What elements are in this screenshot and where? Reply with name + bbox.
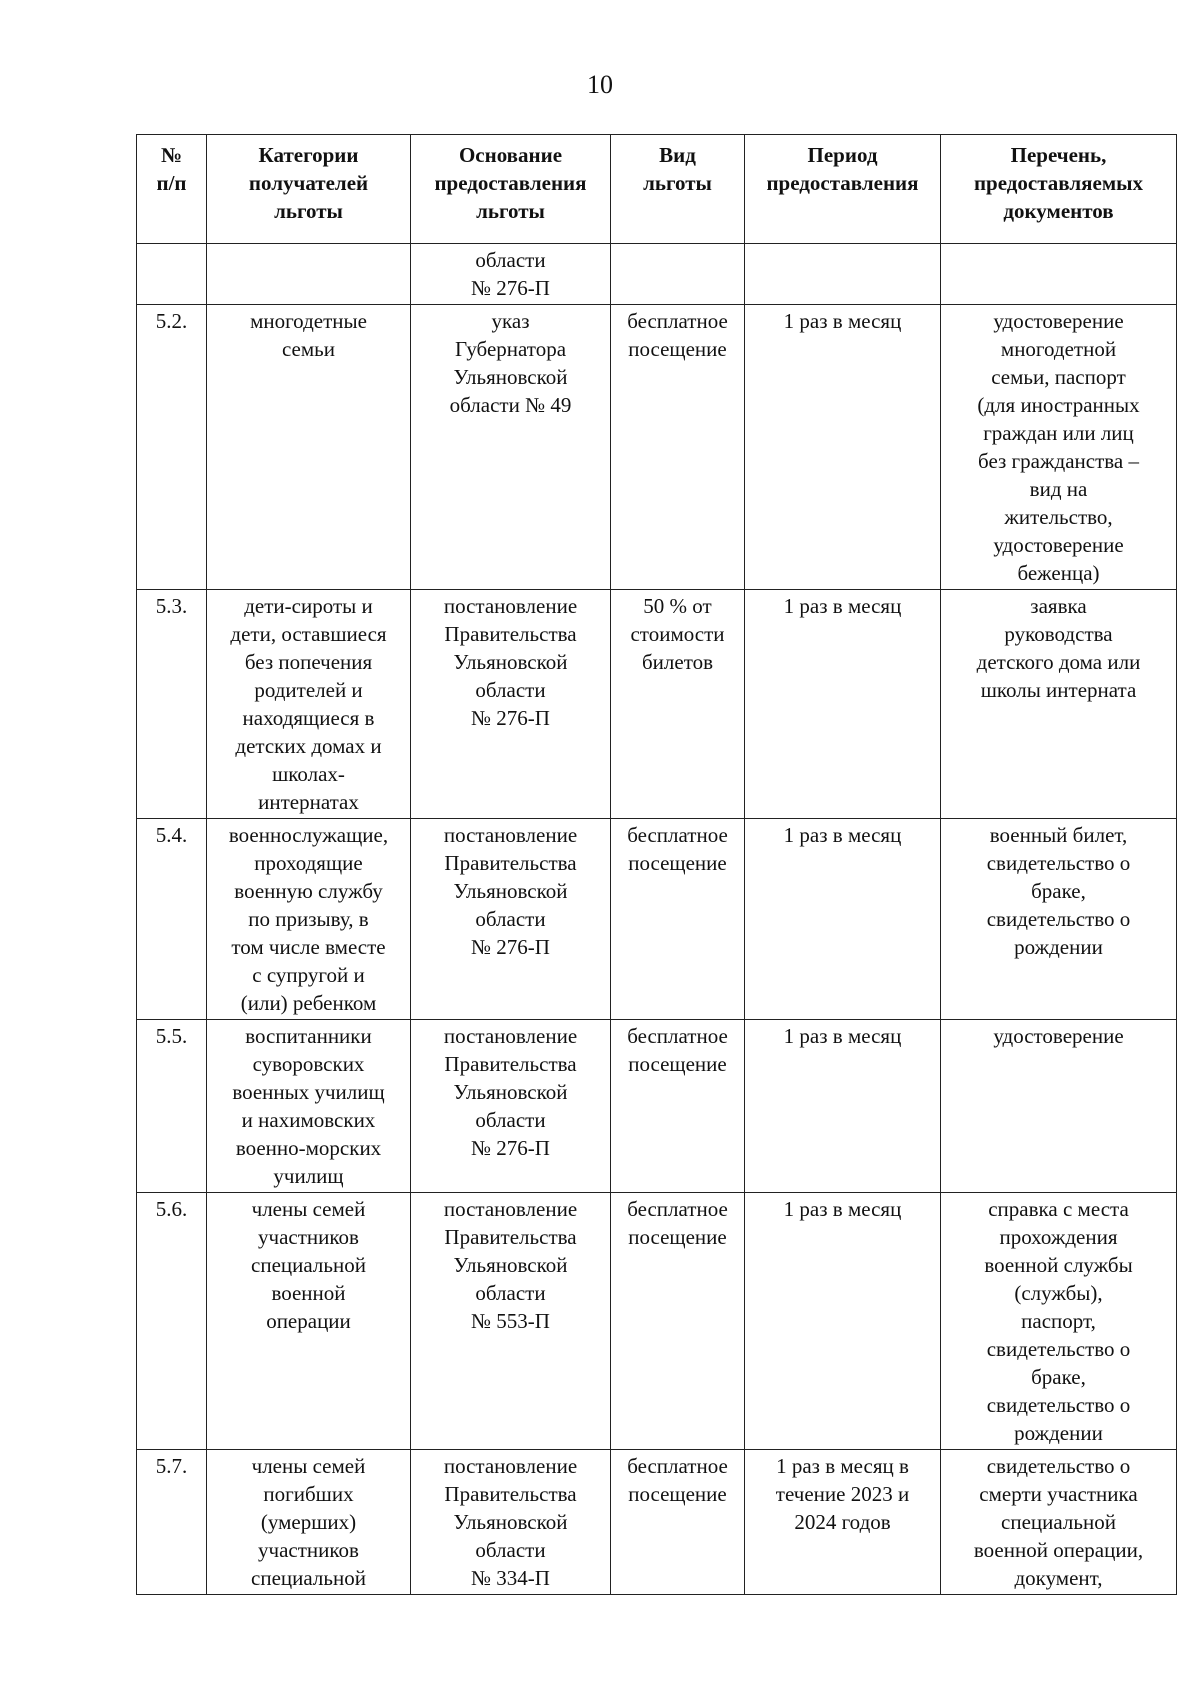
cell-line: 5.5. <box>155 1024 188 1048</box>
cell-line: Период <box>807 143 878 167</box>
cell-line: бесплатное <box>627 309 728 333</box>
cell-line: области <box>475 1281 546 1305</box>
cell-line: находящиеся в <box>242 706 375 730</box>
table-row <box>137 1020 1177 1193</box>
cell-line: 5.6. <box>155 1197 188 1221</box>
cell-line: свидетельство о <box>986 907 1131 931</box>
cell-line: № <box>160 143 183 167</box>
cell-line: (службы), <box>1014 1281 1103 1305</box>
cell-line: свидетельство о <box>986 1337 1131 1361</box>
cell-line: удостоверение <box>993 1024 1124 1048</box>
cell-line: удостоверение <box>993 533 1124 557</box>
cell-line: с супругой и <box>252 963 365 987</box>
header-period <box>745 135 941 244</box>
cell-line: Правительства <box>444 851 577 875</box>
cell-line: постановление <box>443 594 578 618</box>
cell-period <box>745 305 941 590</box>
table-row <box>137 305 1177 590</box>
benefits-table <box>136 134 1177 1595</box>
cell-type <box>611 244 745 305</box>
cell-line: (или) ребенком <box>240 991 377 1015</box>
cell-line: № 276-П <box>471 706 550 730</box>
cell-num <box>137 305 207 590</box>
cell-line: том числе вместе <box>231 935 386 959</box>
cell-line: 5.7. <box>155 1454 188 1478</box>
cell-line: специальной <box>251 1566 366 1590</box>
cell-line: школы интерната <box>980 678 1137 702</box>
cell-num <box>137 1450 207 1595</box>
cell-line: Губернатора <box>454 337 567 361</box>
cell-line: льготы <box>274 199 343 223</box>
cell-line: свидетельство о <box>986 851 1131 875</box>
cell-line: области № 49 <box>449 393 572 417</box>
table-header-row <box>137 135 1177 244</box>
cell-line: участников <box>258 1538 359 1562</box>
cell-line: жительство, <box>1004 505 1113 529</box>
cell-line: родителей и <box>254 678 363 702</box>
cell-line: области <box>475 907 546 931</box>
cell-line: участников <box>258 1225 359 1249</box>
cell-line: посещение <box>628 851 727 875</box>
cell-documents <box>941 1193 1177 1450</box>
cell-line: течение 2023 и <box>775 1482 910 1506</box>
table-row <box>137 1450 1177 1595</box>
cell-line: справка с места <box>988 1197 1129 1221</box>
cell-num <box>137 244 207 305</box>
cell-line: заявка <box>1030 594 1087 618</box>
cell-line: 5.3. <box>155 594 188 618</box>
header-documents <box>941 135 1177 244</box>
cell-category <box>207 819 411 1020</box>
cell-line: рождении <box>1014 1421 1103 1445</box>
cell-line: предоставляемых <box>973 171 1144 195</box>
cell-line: 1 раз в месяц <box>783 1024 902 1048</box>
cell-line: льготы <box>476 199 545 223</box>
cell-line: дети-сироты и <box>244 594 373 618</box>
cell-line: 5.2. <box>155 309 188 333</box>
cell-line: специальной <box>251 1253 366 1277</box>
cell-line: льготы <box>643 171 712 195</box>
cell-line: бесплатное <box>627 1454 728 1478</box>
cell-line: паспорт, <box>1021 1309 1096 1333</box>
cell-basis <box>411 1193 611 1450</box>
cell-period <box>745 819 941 1020</box>
cell-line: постановление <box>443 1024 578 1048</box>
cell-line: Ульяновской <box>453 1510 568 1534</box>
cell-line: указ <box>491 309 530 333</box>
header-num <box>137 135 207 244</box>
cell-line: № 276-П <box>471 276 550 300</box>
cell-type <box>611 305 745 590</box>
table-row <box>137 244 1177 305</box>
cell-line: бесплатное <box>627 1024 728 1048</box>
cell-line: военных училищ <box>232 1080 385 1104</box>
cell-line: без гражданства – <box>978 449 1139 473</box>
cell-line: Основание <box>458 143 563 167</box>
cell-documents <box>941 590 1177 819</box>
cell-line: постановление <box>443 1197 578 1221</box>
cell-period <box>745 1193 941 1450</box>
cell-basis <box>411 1020 611 1193</box>
cell-line: и нахимовских <box>241 1108 376 1132</box>
header-category <box>207 135 411 244</box>
cell-basis <box>411 244 611 305</box>
cell-line: предоставления <box>766 171 919 195</box>
cell-line: браке, <box>1031 879 1086 903</box>
cell-type <box>611 1193 745 1450</box>
cell-line: члены семей <box>251 1197 366 1221</box>
cell-basis <box>411 819 611 1020</box>
cell-line: многодетные <box>250 309 367 333</box>
cell-basis <box>411 590 611 819</box>
cell-period <box>745 590 941 819</box>
cell-line: 1 раз в месяц в <box>776 1454 909 1478</box>
cell-line: дети, оставшиеся <box>230 622 387 646</box>
cell-line: предоставления <box>434 171 587 195</box>
cell-line: (умерших) <box>260 1510 357 1534</box>
cell-category <box>207 1450 411 1595</box>
cell-line: члены семей <box>251 1454 366 1478</box>
cell-basis <box>411 305 611 590</box>
cell-type <box>611 1450 745 1595</box>
cell-line: Правительства <box>444 622 577 646</box>
cell-period <box>745 1020 941 1193</box>
cell-line: воспитанники <box>245 1024 372 1048</box>
cell-line: военной службы <box>984 1253 1133 1277</box>
cell-line: посещение <box>628 1225 727 1249</box>
cell-line: № 276-П <box>471 1136 550 1160</box>
cell-line: браке, <box>1031 1365 1086 1389</box>
cell-num <box>137 819 207 1020</box>
cell-line: 1 раз в месяц <box>783 594 902 618</box>
cell-line: военной <box>271 1281 346 1305</box>
cell-documents <box>941 1450 1177 1595</box>
cell-line: военной операции, <box>973 1538 1144 1562</box>
cell-line: посещение <box>628 1052 727 1076</box>
cell-line: 5.4. <box>155 823 188 847</box>
cell-line: области <box>475 248 546 272</box>
cell-line: проходящие <box>254 851 363 875</box>
cell-line: постановление <box>443 823 578 847</box>
page-number: 10 <box>587 70 613 99</box>
cell-line: посещение <box>628 1482 727 1506</box>
cell-line: билетов <box>641 650 714 674</box>
cell-line: Ульяновской <box>453 1080 568 1104</box>
cell-line: Правительства <box>444 1482 577 1506</box>
cell-line: беженца) <box>1017 561 1100 585</box>
cell-documents <box>941 244 1177 305</box>
cell-line: (для иностранных <box>977 393 1140 417</box>
cell-line: бесплатное <box>627 1197 728 1221</box>
cell-line: области <box>475 678 546 702</box>
cell-line: школах- <box>272 762 345 786</box>
table-row <box>137 819 1177 1020</box>
cell-line: вид на <box>1029 477 1088 501</box>
cell-line: документ, <box>1014 1566 1103 1590</box>
cell-line: постановление <box>443 1454 578 1478</box>
cell-category <box>207 590 411 819</box>
cell-line: удостоверение <box>993 309 1124 333</box>
cell-line: 2024 годов <box>794 1510 891 1534</box>
cell-num <box>137 1020 207 1193</box>
cell-period <box>745 244 941 305</box>
cell-line: Категории <box>258 143 359 167</box>
cell-type <box>611 1020 745 1193</box>
cell-line: специальной <box>1001 1510 1116 1534</box>
cell-line: Правительства <box>444 1225 577 1249</box>
cell-basis <box>411 1450 611 1595</box>
cell-line: детского дома или <box>976 650 1141 674</box>
table-row <box>137 590 1177 819</box>
cell-line: № 334-П <box>471 1566 550 1590</box>
cell-line: детских домах и <box>235 734 382 758</box>
cell-line: военно-морских <box>235 1136 382 1160</box>
cell-line: военный билет, <box>989 823 1128 847</box>
cell-line: свидетельство о <box>986 1393 1131 1417</box>
cell-documents <box>941 1020 1177 1193</box>
cell-line: области <box>475 1108 546 1132</box>
cell-line: интернатах <box>258 790 359 814</box>
cell-line: Ульяновской <box>453 365 568 389</box>
cell-line: Правительства <box>444 1052 577 1076</box>
cell-line: прохождения <box>999 1225 1118 1249</box>
cell-line: погибших <box>263 1482 354 1506</box>
cell-line: училищ <box>273 1164 344 1188</box>
header-basis <box>411 135 611 244</box>
cell-line: 1 раз в месяц <box>783 309 902 333</box>
cell-num <box>137 590 207 819</box>
cell-category <box>207 1193 411 1450</box>
cell-line: граждан или лиц <box>983 421 1134 445</box>
cell-line: стоимости <box>630 622 725 646</box>
cell-line: операции <box>266 1309 351 1333</box>
cell-type <box>611 819 745 1020</box>
cell-line: Вид <box>659 143 696 167</box>
cell-line: п/п <box>156 171 187 195</box>
cell-line: Ульяновской <box>453 650 568 674</box>
table-row <box>137 1193 1177 1450</box>
cell-category <box>207 244 411 305</box>
cell-line: получателей <box>248 171 369 195</box>
cell-line: военную службу <box>234 879 383 903</box>
cell-line: семьи <box>281 337 335 361</box>
cell-documents <box>941 819 1177 1020</box>
cell-line: свидетельство о <box>986 1454 1131 1478</box>
cell-line: Ульяновской <box>453 1253 568 1277</box>
cell-category <box>207 305 411 590</box>
cell-line: военнослужащие, <box>228 823 389 847</box>
cell-line: 50 % от <box>643 594 712 618</box>
cell-period <box>745 1450 941 1595</box>
cell-line: Ульяновской <box>453 879 568 903</box>
cell-documents <box>941 305 1177 590</box>
header-type <box>611 135 745 244</box>
cell-line: 1 раз в месяц <box>783 1197 902 1221</box>
cell-line: смерти участника <box>979 1482 1138 1506</box>
cell-line: № 553-П <box>471 1309 550 1333</box>
cell-line: области <box>475 1538 546 1562</box>
cell-line: № 276-П <box>471 935 550 959</box>
cell-line: суворовских <box>252 1052 365 1076</box>
cell-line: без попечения <box>244 650 373 674</box>
table-body <box>137 244 1177 1595</box>
cell-line: бесплатное <box>627 823 728 847</box>
cell-line: многодетной <box>1000 337 1117 361</box>
cell-line: документов <box>1003 199 1114 223</box>
cell-line: семьи, паспорт <box>991 365 1126 389</box>
cell-line: рождении <box>1014 935 1103 959</box>
cell-line: руководства <box>1004 622 1113 646</box>
cell-num <box>137 1193 207 1450</box>
cell-type <box>611 590 745 819</box>
cell-line: 1 раз в месяц <box>783 823 902 847</box>
cell-line: по призыву, в <box>248 907 369 931</box>
cell-line: Перечень, <box>1010 143 1107 167</box>
cell-category <box>207 1020 411 1193</box>
cell-line: посещение <box>628 337 727 361</box>
